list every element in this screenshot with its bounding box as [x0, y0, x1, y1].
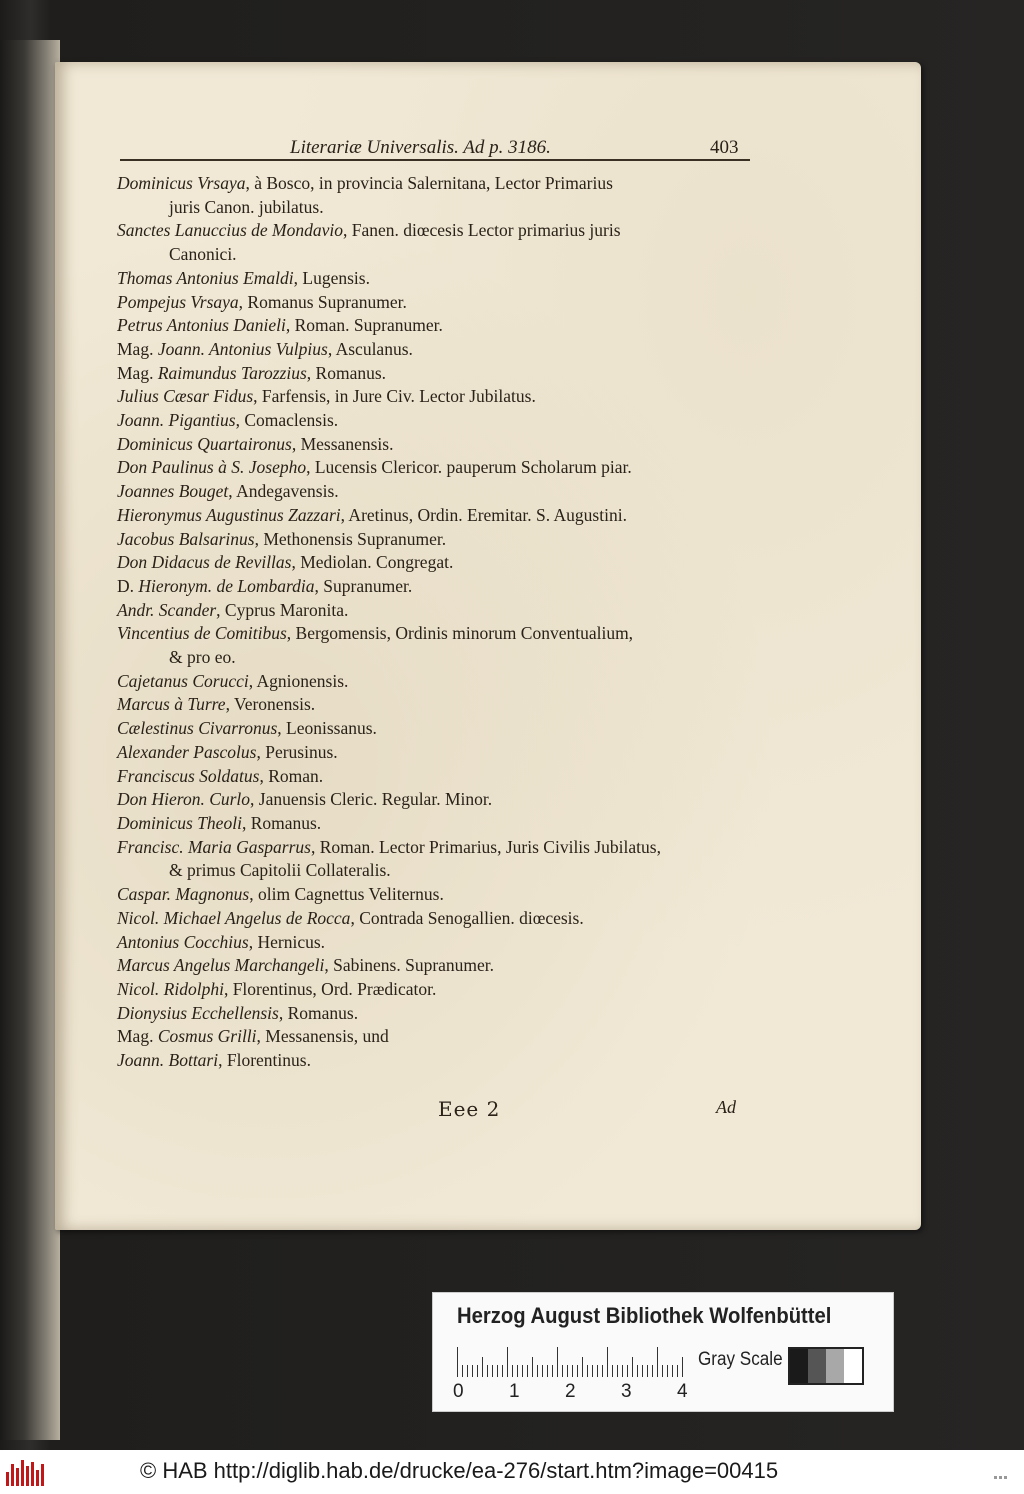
entry-name: Francisc. Maria Gasparrus: [117, 836, 311, 857]
entry-name: Dominicus Vrsaya: [117, 173, 246, 193]
ruler-tick: [477, 1365, 478, 1377]
ruler-tick: [652, 1365, 653, 1377]
list-item: [117, 528, 757, 552]
entry-text: , Asculanus.: [327, 338, 413, 359]
entry-name: Don Paulinus à S. Josepho: [117, 457, 307, 478]
ruler-tick: [617, 1365, 618, 1377]
entry-text: , à Bosco, in provincia Salernitana, Lector Primarius: [245, 173, 613, 193]
list-item: [117, 219, 757, 266]
ruler-tick: [627, 1365, 628, 1377]
entry-text: , Cyprus Maronita.: [216, 599, 349, 620]
list-item: [117, 504, 757, 528]
entry-continuation: Canonici.: [169, 244, 237, 265]
ruler-tick: [557, 1347, 558, 1377]
list-item: [117, 1002, 757, 1026]
entry-continuation: & pro eo.: [169, 647, 236, 668]
ruler-tick: [622, 1365, 623, 1377]
entry-text: , Roman. Lector Primarius, Juris Civilis Jubilatus,: [310, 836, 661, 857]
entry-name: Marcus Angelus Marchangeli: [117, 955, 325, 976]
entry-continuation: & primus Capitolii Collateralis.: [169, 860, 391, 881]
entry-text: , Romanus.: [241, 812, 322, 833]
hab-logo-icon: [6, 1458, 48, 1486]
ruler-tick: [482, 1357, 483, 1377]
list-item: [117, 456, 757, 480]
entry-name: Nicol. Ridolphi: [117, 978, 224, 999]
entry-name: Caspar. Magnonus: [117, 884, 250, 905]
ruler-tick: [662, 1365, 663, 1377]
gray-scale-swatches: [788, 1347, 864, 1385]
list-item: [117, 575, 757, 599]
entry-text: , Lugensis.: [293, 267, 370, 288]
ruler-tick: [537, 1365, 538, 1377]
entry-text: , Januensis Cleric. Regular. Minor.: [250, 789, 493, 810]
list-item: [117, 836, 757, 883]
ruler-tick: [597, 1365, 598, 1377]
entry-name: Julius Cæsar Fidus: [117, 386, 254, 407]
entry-name: Andr. Scander: [117, 599, 217, 620]
entry-text: , Messanensis.: [291, 433, 394, 454]
entry-text: , Romanus.: [278, 1002, 359, 1023]
ruler-tick: [552, 1365, 553, 1377]
ruler-tick: [502, 1365, 503, 1377]
entry-text: , Florentinus.: [218, 1050, 311, 1071]
entry-name: Hieronymus Augustinus Zazzari: [117, 504, 341, 525]
ruler-tick: [562, 1365, 563, 1377]
catchword: Ad: [716, 1097, 736, 1117]
color-reference-card: [432, 1292, 894, 1412]
ruler-tick: [677, 1365, 678, 1377]
list-item: [117, 480, 757, 504]
entry-text: , Bergomensis, Ordinis minorum Conventualium,: [286, 623, 634, 644]
list-item: [117, 551, 757, 575]
entry-name: Don Hieron. Curlo: [117, 789, 251, 810]
ruler-tick: [467, 1365, 468, 1377]
entry-text: , Lucensis Clericor. pauperum Scholarum piar.: [306, 457, 632, 478]
running-head: Literariæ Universalis. Ad p. 3186.: [290, 137, 551, 158]
entry-name: Cajetanus Corucci: [117, 670, 249, 691]
list-item: [117, 291, 757, 315]
ruler-tick: [607, 1347, 608, 1377]
list-item: [117, 409, 757, 433]
entry-name: Antonius Cocchius: [117, 931, 249, 952]
gray-swatch: [790, 1349, 808, 1383]
list-item: [117, 314, 757, 338]
entry-text: , Roman. Supranumer.: [285, 315, 443, 336]
list-item: [117, 954, 757, 978]
list-item: [117, 717, 757, 741]
list-item: [117, 931, 757, 955]
entry-text: , olim Cagnettus Veliternus.: [249, 884, 444, 905]
scale-ruler: [457, 1347, 687, 1377]
ruler-tick: [587, 1365, 588, 1377]
entry-name: Cosmus Grilli: [157, 1026, 257, 1047]
entry-text: , Contrada Senogallien. diœcesis.: [350, 907, 584, 928]
entry-text: , Leonissanus.: [277, 718, 377, 739]
entry-text: , Farfensis, in Jure Civ. Lector Jubilatus.: [253, 386, 536, 407]
signature-mark: Eee 2: [438, 1097, 501, 1121]
list-item: [117, 978, 757, 1002]
entry-text: , Veronensis.: [225, 694, 316, 715]
ruler-tick: [582, 1357, 583, 1377]
entry-name: Nicol. Michael Angelus de Rocca: [117, 907, 351, 928]
entry-prefix: D.: [117, 575, 139, 596]
ruler-tick: [542, 1365, 543, 1377]
list-item: [117, 433, 757, 457]
ruler-tick: [612, 1365, 613, 1377]
entry-text: , Hernicus.: [248, 931, 326, 952]
ruler-tick: [532, 1357, 533, 1377]
ruler-tick: [517, 1365, 518, 1377]
ruler-tick: [642, 1365, 643, 1377]
entry-text: , Methonensis Supranumer.: [254, 528, 447, 549]
entry-text: , Andegavensis.: [228, 481, 339, 502]
ruler-tick: [512, 1365, 513, 1377]
ruler-numbers: [453, 1381, 703, 1405]
ruler-tick: [672, 1365, 673, 1377]
entry-name: Dionysius Ecchellensis: [117, 1002, 279, 1023]
list-item: [117, 907, 757, 931]
entry-text: , Florentinus, Ord. Prædicator.: [223, 978, 437, 999]
list-item: [117, 1025, 757, 1049]
gray-swatch: [808, 1349, 826, 1383]
list-item: [117, 812, 757, 836]
ruler-number: 2: [565, 1381, 576, 1402]
ruler-number: 1: [509, 1381, 520, 1402]
entry-prefix: Mag.: [117, 338, 158, 359]
entry-name: Pompejus Vrsaya: [117, 291, 239, 312]
ruler-tick: [527, 1365, 528, 1377]
entry-name: Marcus à Turre: [117, 694, 226, 715]
entry-name: Jacobus Balsarinus: [117, 528, 255, 549]
ruler-tick: [472, 1365, 473, 1377]
list-item: [117, 267, 757, 291]
ruler-tick: [667, 1365, 668, 1377]
ruler-tick: [572, 1365, 573, 1377]
ruler-tick: [522, 1365, 523, 1377]
ruler-tick: [462, 1365, 463, 1377]
ruler-tick: [632, 1357, 633, 1377]
entry-text: , Agnionensis.: [248, 670, 349, 691]
entry-name: Vincentius de Comitibus: [117, 623, 287, 644]
entry-text: , Fanen. diœcesis Lector primarius juris: [343, 220, 621, 241]
ruler-tick: [682, 1357, 683, 1377]
list-item: [117, 765, 757, 789]
ruler-tick: [592, 1365, 593, 1377]
copyright-link[interactable]: © HAB http://diglib.hab.de/drucke/ea-276/start.htm?image=00415: [140, 1458, 779, 1483]
entry-text: , Supranumer.: [314, 575, 413, 596]
ruler-tick: [567, 1365, 568, 1377]
ruler-tick: [637, 1365, 638, 1377]
list-item: [117, 693, 757, 717]
list-item: [117, 172, 757, 219]
footer-bar: [0, 1450, 1024, 1494]
ruler-tick: [577, 1365, 578, 1377]
entry-prefix: Mag.: [117, 362, 158, 383]
ruler-number: 0: [453, 1381, 464, 1402]
entry-name: Hieronym. de Lombardia: [138, 575, 315, 596]
list-item: [117, 741, 757, 765]
header-rule: [120, 159, 750, 161]
entry-name: Raimundus Tarozzius: [157, 362, 307, 383]
book-spine-edge: [0, 40, 60, 1440]
entry-name: Joannes Bouget: [117, 481, 229, 502]
entry-text: , Aretinus, Ordin. Eremitar. S. Augustini.: [340, 504, 627, 525]
list-item: [117, 622, 757, 669]
entry-text: , Mediolan. Congregat.: [291, 552, 454, 573]
list-item: [117, 1049, 757, 1073]
list-item: [117, 385, 757, 409]
entry-text: , Romanus.: [306, 362, 387, 383]
footer-dots-icon: [994, 1466, 1014, 1476]
entry-name: Dominicus Quartaironus: [117, 433, 292, 454]
list-item: [117, 788, 757, 812]
entry-text: , Romanus Supranumer.: [238, 291, 407, 312]
ruler-tick: [547, 1365, 548, 1377]
entry-text: , Roman.: [259, 765, 324, 786]
entry-name: Don Didacus de Revillas: [117, 552, 292, 573]
entry-name: Joann. Bottari: [117, 1050, 219, 1071]
gray-swatch: [844, 1349, 862, 1383]
ruler-tick: [657, 1347, 658, 1377]
gray-swatch: [826, 1349, 844, 1383]
entry-name: Sanctes Lanuccius de Mondavio: [117, 220, 343, 241]
entry-prefix: Mag.: [117, 1026, 158, 1047]
name-list: [117, 172, 757, 1073]
list-item: [117, 362, 757, 386]
ruler-tick: [497, 1365, 498, 1377]
ruler-tick: [602, 1365, 603, 1377]
ruler-tick: [492, 1365, 493, 1377]
gray-scale-label: Gray Scale: [698, 1349, 783, 1370]
library-name: Herzog August Bibliothek Wolfenbüttel: [457, 1303, 832, 1328]
ruler-tick: [457, 1347, 458, 1377]
entry-name: Joann. Pigantius: [117, 410, 236, 431]
list-item: [117, 670, 757, 694]
ruler-tick: [647, 1365, 648, 1377]
entry-name: Franciscus Soldatus: [117, 765, 260, 786]
ruler-tick: [507, 1347, 508, 1377]
entry-continuation: juris Canon. jubilatus.: [169, 196, 324, 217]
entry-name: Thomas Antonius Emaldi: [117, 267, 294, 288]
page-number: 403: [710, 137, 739, 158]
entry-text: , Sabinens. Supranumer.: [324, 955, 495, 976]
list-item: [117, 883, 757, 907]
ruler-number: 4: [677, 1381, 688, 1402]
entry-name: Joann. Antonius Vulpius: [157, 338, 328, 359]
entry-name: Petrus Antonius Danieli: [117, 315, 286, 336]
list-item: [117, 599, 757, 623]
entry-name: Cælestinus Civarronus: [117, 718, 278, 739]
entry-text: , Messanensis, und: [256, 1026, 389, 1047]
entry-name: Dominicus Theoli: [117, 812, 242, 833]
ruler-tick: [487, 1365, 488, 1377]
entry-text: , Comaclensis.: [235, 410, 339, 431]
list-item: [117, 338, 757, 362]
entry-name: Alexander Pascolus: [117, 741, 257, 762]
entry-text: , Perusinus.: [256, 741, 338, 762]
ruler-number: 3: [621, 1381, 632, 1402]
